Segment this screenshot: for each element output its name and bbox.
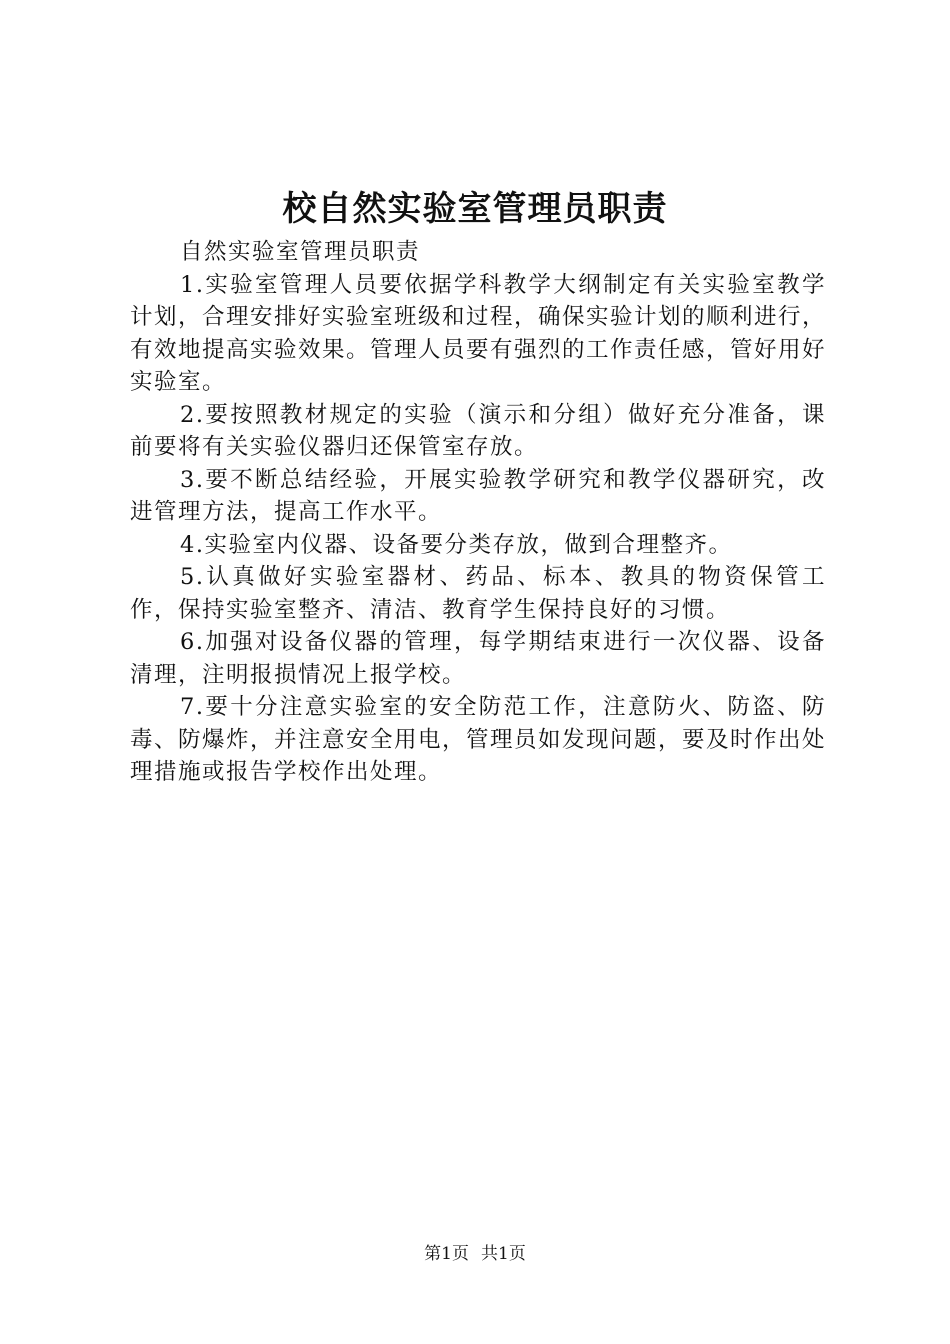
duty-item-4: 4.实验室内仪器、设备要分类存放，做到合理整齐。 [180, 531, 733, 558]
duty-item-5: 5.认真做好实验室器材、药品、标本、教具的物资保管工作，保持实验室整齐、清洁、教育学生保持良好的习惯。 [130, 564, 826, 623]
page-number: 第1页 [424, 1244, 469, 1264]
duty-item-1: 1.实验室管理人员要依据学科教学大纲制定有关实验室教学计划，合理安排好实验室班级和过程，确保实验计划的顺利进行，有效地提高实验效果。管理人员要有强烈的工作责任感，管好用好实验室。 [130, 271, 827, 395]
duty-item-7: 7.要十分注意实验室的安全防范工作，注意防火、防盗、防毒、防爆炸，并注意安全用电，管理员如发现问题，要及时作出处理措施或报告学校作出处理。 [130, 694, 827, 785]
document-title: 校自然实验室管理员职责 [282, 189, 668, 229]
duty-item-2: 2.要按照教材规定的实验（演示和分组）做好充分准备，课前要将有关实验仪器归还保管室存放。 [130, 401, 826, 460]
total-pages: 共1页 [481, 1244, 526, 1264]
duty-item-6: 6.加强对设备仪器的管理，每学期结束进行一次仪器、设备清理，注明报损情况上报学校。 [130, 629, 826, 688]
page-footer [0, 1242, 950, 1266]
duty-item-3: 3.要不断总结经验，开展实验教学研究和教学仪器研究，改进管理方法，提高工作水平。 [130, 466, 826, 525]
subtitle-paragraph: 自然实验室管理员职责 [180, 239, 421, 265]
document-body [130, 236, 826, 789]
